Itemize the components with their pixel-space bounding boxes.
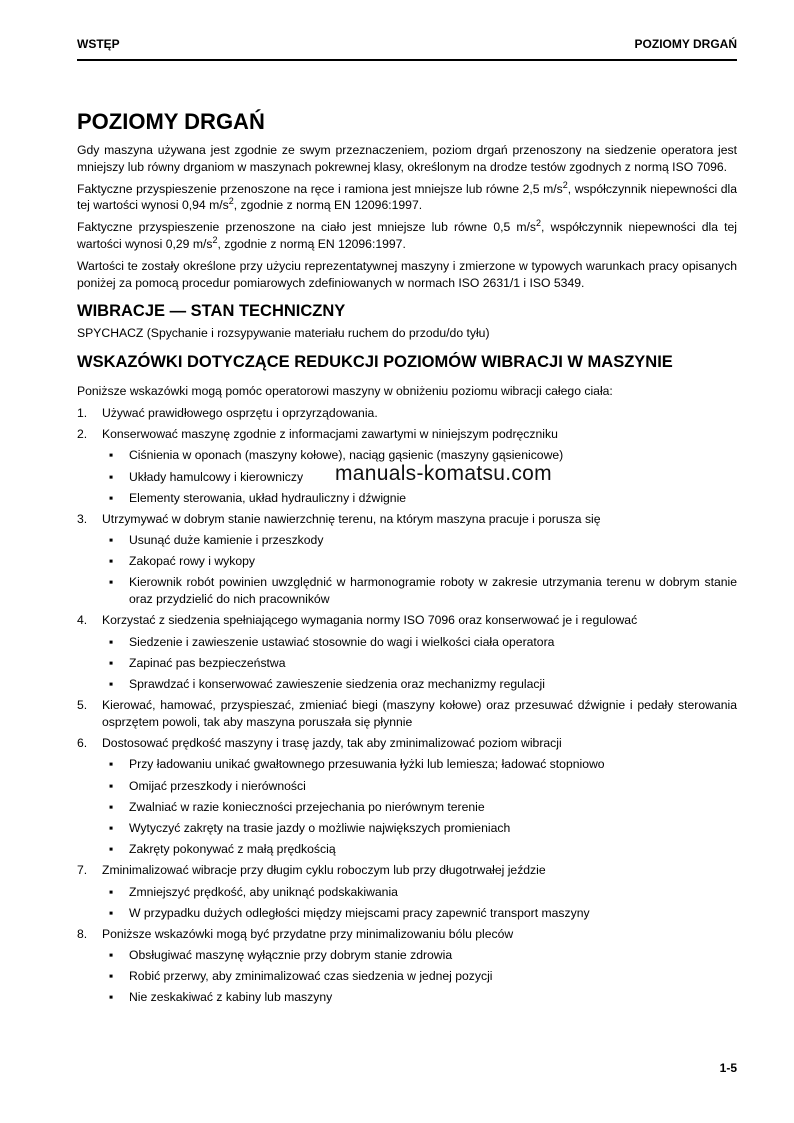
paragraph-text: , zgodnie z normą EN 12096:1997. [233, 198, 423, 213]
superscript: 2 [562, 179, 568, 190]
item-number: 7. [77, 863, 88, 878]
bullet-item [77, 968, 737, 985]
superscript: 2 [536, 218, 542, 229]
bullet-icon: ▪ [109, 948, 114, 963]
bullet-text: Zapinać pas bezpieczeństwa [129, 655, 286, 670]
item-text: Używać prawidłowego osprzętu i oprzyrządowania. [102, 405, 378, 420]
bullet-item [77, 490, 737, 507]
bullet-item [77, 947, 737, 964]
bullet-text: Obsługiwać maszynę wyłącznie przy dobrym stanie zdrowia [129, 948, 453, 963]
bullet-icon: ▪ [109, 799, 114, 814]
list-item [77, 697, 737, 731]
superscript: 2 [212, 234, 218, 245]
bullet-text: Zmniejszyć prędkość, aby uniknąć podskakiwania [129, 884, 398, 899]
section-heading: WSKAZÓWKI DOTYCZĄCE REDUKCJI POZIOMÓW WIBRACJI W MASZYNIE [77, 353, 673, 372]
bullet-icon: ▪ [109, 778, 114, 793]
item-number: 3. [77, 511, 88, 526]
paragraph-text: , współczynnik niepewności dla tej wartości wynosi 0,94 m/s [77, 181, 737, 213]
bullet-icon: ▪ [109, 990, 114, 1005]
item-text: Utrzymywać w dobrym stanie nawierzchnię terenu, na którym maszyna pracuje i porusza się [102, 511, 601, 526]
bullet-text: W przypadku dużych odległości między miejscami pracy zapewnić transport maszyny [129, 905, 590, 920]
bullet-icon: ▪ [109, 677, 114, 692]
bullet-text: Kierownik robót powinien uwzględnić w harmonogramie roboty w zakresie utrzymania terenu w dobrym stanie oraz przydzielić do nich pracowników [129, 575, 737, 607]
paragraph-text: , zgodnie z normą EN 12096:1997. [217, 236, 406, 251]
bullet-icon: ▪ [109, 469, 114, 484]
bullet-item [77, 989, 737, 1006]
bullet-text: Elementy sterowania, układ hydrauliczny i dźwignie [129, 490, 407, 505]
paragraph-text: Wartości te zostały określone przy użyciu reprezentatywnej maszyny i zmierzone w typowych warunkach pracy opisanych poniżej za pomocą procedur pomiarowych zdefiniowanych w normach ISO 2631/1 i ISO 5349. [77, 258, 737, 290]
list-item [77, 612, 737, 629]
bullet-item [77, 756, 737, 773]
item-text: Poniższe wskazówki mogą być przydatne przy minimalizowaniu bólu pleców [102, 926, 514, 941]
bullet-icon: ▪ [109, 490, 114, 505]
bullet-text: Siedzenie i zawieszenie ustawiać stosownie do wagi i wielkości ciała operatora [129, 634, 555, 649]
bullet-icon: ▪ [109, 634, 114, 649]
item-text: Konserwować maszynę zgodnie z informacjami zawartymi w niniejszym podręczniku [102, 427, 558, 442]
bullet-text: Nie zeskakiwać z kabiny lub maszyny [129, 990, 333, 1005]
bullet-item [77, 799, 737, 816]
bullet-icon: ▪ [109, 820, 114, 835]
bullet-icon: ▪ [109, 757, 114, 772]
paragraph [77, 181, 737, 215]
bullet-text: Sprawdzać i konserwować zawieszenie siedzenia oraz mechanizmy regulacji [129, 677, 545, 692]
bullet-icon: ▪ [109, 554, 114, 569]
page-content [77, 108, 737, 1011]
bullet-text: Przy ładowaniu unikać gwałtownego przesuwania łyżki lub lemiesza; ładować stopniowo [129, 757, 605, 772]
list-item [77, 735, 737, 752]
bullet-icon: ▪ [109, 884, 114, 899]
list-item [77, 405, 737, 422]
watermark: manuals-komatsu.com [335, 462, 552, 485]
bullet-text: Układy hamulcowy i kierowniczy [129, 469, 304, 484]
bullet-icon: ▪ [109, 842, 114, 857]
bullet-text: Wytyczyć zakręty na trasie jazdy o możliwie największych promieniach [129, 820, 511, 835]
paragraph [77, 258, 737, 292]
bullet-item [77, 820, 737, 837]
paragraph-text: Faktyczne przyspieszenie przenoszone na ręce i ramiona jest mniejsze lub równe 2,5 m/s [77, 181, 563, 196]
header-section-label: WSTĘP [77, 37, 120, 51]
bullet-icon: ▪ [109, 969, 114, 984]
bullet-text: Robić przerwy, aby zminimalizować czas siedzenia w jednej pozycji [129, 969, 493, 984]
item-number: 5. [77, 698, 88, 713]
superscript: 2 [228, 196, 234, 207]
bullet-item [77, 841, 737, 858]
paragraph-text: Faktyczne przyspieszenie przenoszone na ciało jest mniejsze lub równe 0,5 m/s [77, 220, 537, 235]
bullet-icon: ▪ [109, 905, 114, 920]
bullet-item [77, 884, 737, 901]
paragraph [77, 219, 737, 253]
item-text: Kierować, hamować, przyspieszać, zmieniać biegi (maszyny kołowe) oraz przesuwać dźwignie i pedały sterowania osprzętem powoli, tak aby maszyna poruszała się płynnie [102, 698, 737, 729]
section-text: SPYCHACZ (Spychanie i rozsypywanie materiału ruchem do przodu/do tyłu) [77, 326, 490, 341]
list-item [77, 426, 737, 443]
list-item [77, 511, 737, 528]
item-number: 4. [77, 613, 88, 628]
bullet-icon: ▪ [109, 575, 114, 590]
bullet-item [77, 676, 737, 693]
header-rule [77, 59, 737, 61]
paragraph-text: Gdy maszyna używana jest zgodnie ze swym przeznaczeniem, poziom drgań przenoszony na siedzenie operatora jest mniejszy lub równy drganiom w maszynach pokrewnej klasy, określonym na drodze testów zgodnych z normą ISO 7096. [77, 143, 737, 174]
bullet-item [77, 532, 737, 549]
bullet-text: Zwalniać w razie konieczności przejechania po nierównym terenie [129, 799, 485, 814]
list-item [77, 926, 737, 943]
bullet-text: Ciśnienia w oponach (maszyny kołowe), naciąg gąsienic (maszyny gąsienicowe) [129, 448, 564, 463]
paragraph [77, 142, 737, 176]
item-number: 6. [77, 736, 88, 751]
item-number: 1. [77, 405, 88, 420]
bullet-item [77, 634, 737, 651]
bullet-text: Zakopać rowy i wykopy [129, 554, 255, 569]
bullet-item [77, 655, 737, 672]
page-title: POZIOMY DRGAŃ [77, 109, 265, 134]
section-intro: Poniższe wskazówki mogą pomóc operatorowi maszyny w obniżeniu poziomu wibracji całego ciała: [77, 384, 613, 399]
bullet-item [77, 905, 737, 922]
numbered-list [77, 405, 737, 1006]
bullet-text: Omijać przeszkody i nierówności [129, 778, 306, 793]
header-topic-label: POZIOMY DRGAŃ [634, 37, 737, 51]
bullet-item [77, 553, 737, 570]
bullet-icon: ▪ [109, 655, 114, 670]
bullet-text: Zakręty pokonywać z małą prędkością [129, 842, 336, 857]
bullet-item [77, 778, 737, 795]
item-text: Korzystać z siedzenia spełniającego wymagania normy ISO 7096 oraz konserwować je i regulować [102, 613, 638, 628]
section-heading: WIBRACJE — STAN TECHNICZNY [77, 302, 346, 321]
paragraph-text: , współczynnik niepewności dla tej wartości wynosi 0,29 m/s [77, 220, 737, 251]
item-text: Zminimalizować wibracje przy długim cyklu roboczym lub przy długotrwałej jeździe [102, 863, 546, 878]
item-number: 2. [77, 427, 88, 442]
page-number: 1-5 [719, 1061, 737, 1075]
bullet-text: Usunąć duże kamienie i przeszkody [129, 533, 324, 548]
list-item [77, 862, 737, 879]
bullet-icon: ▪ [109, 448, 114, 463]
bullet-item [77, 574, 737, 608]
item-number: 8. [77, 926, 88, 941]
item-text: Dostosować prędkość maszyny i trasę jazdy, tak aby zminimalizować poziom wibracji [102, 736, 562, 751]
bullet-icon: ▪ [109, 533, 114, 548]
